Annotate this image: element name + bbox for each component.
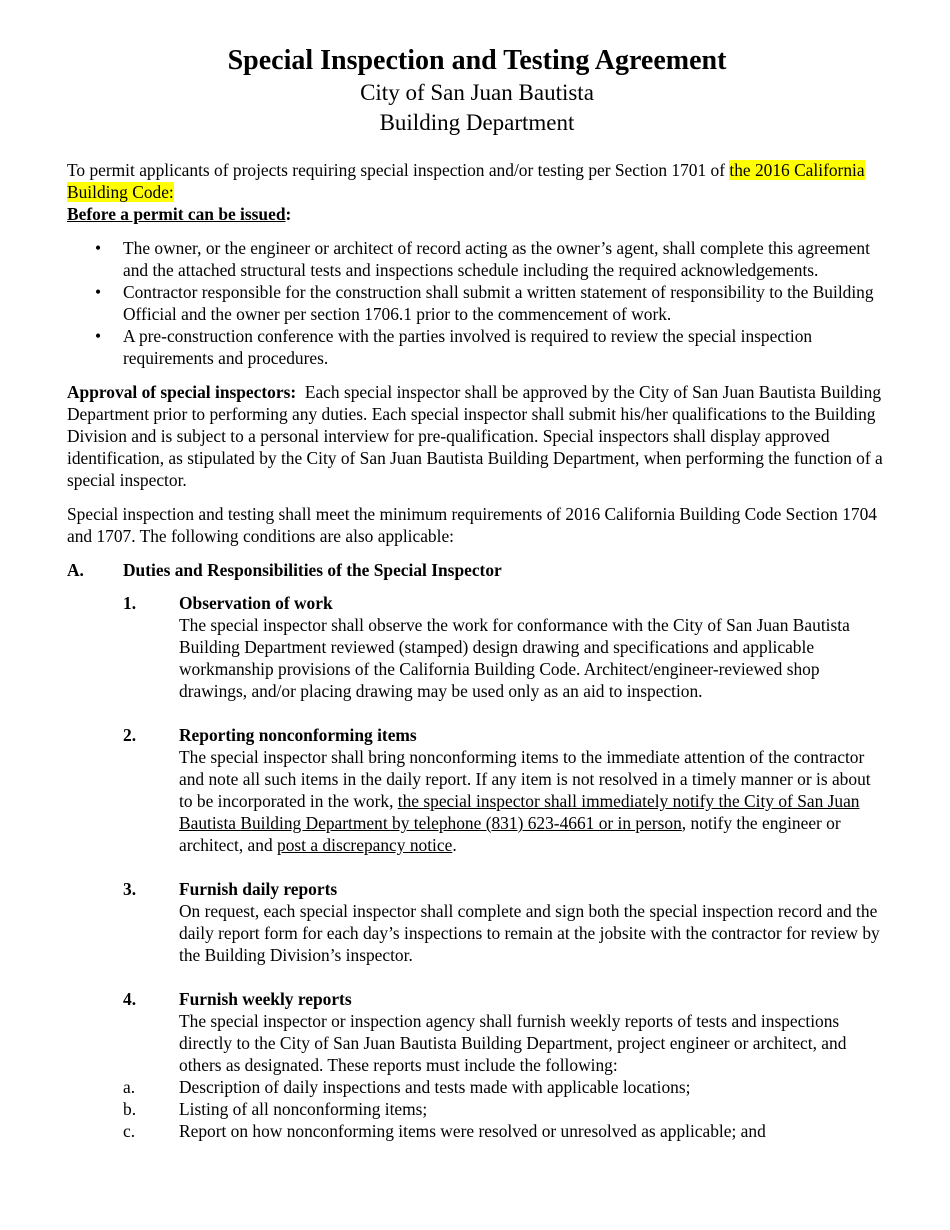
section-a-heading [67,559,887,581]
item-heading: Observation of work [179,593,333,613]
item-number: 2. [123,725,137,745]
item-text-part: , notify the engineer or architect, and [179,813,841,855]
bullet-text: Contractor responsible for the construction shall submit a written statement of responsibility to the Building Official and the owner per section 1706.1 prior to the commencement of work. [123,282,874,324]
bullet-text: A pre-construction conference with the parties involved is required to review the special inspection requirements and procedures. [123,326,813,368]
intro-highlighted-code: the 2016 California Building Code: [67,160,865,202]
bullet-text: The owner, or the engineer or architect of record acting as the owner’s agent, shall complete this agreement and the attached structural tests and inspections schedule including the required acknowledgements. [123,238,870,280]
duty-item-observation [67,592,887,702]
item-number: 1. [123,593,137,613]
before-permit-colon: : [285,204,292,224]
section-a-label: A. [67,560,84,580]
document-page [67,44,887,1142]
approval-heading: Approval of special inspectors: [67,382,297,402]
discrepancy-instruction: post a discrepancy notice [277,835,453,855]
item-heading: Furnish weekly reports [179,989,352,1009]
item-text: The special inspector or inspection agency shall furnish weekly reports of tests and inspections directly to the City of San Juan Bautista Building Department, project engineer or architect, and others as designated. These reports must include the following: [179,1011,847,1075]
bullet-icon: • [95,326,102,346]
list-item [123,1098,887,1120]
list-item [67,237,887,281]
sub-item-letter: b. [123,1099,137,1119]
approval-paragraph [67,381,887,491]
item-text-part: . [452,835,457,855]
section-a-title: Duties and Responsibilities of the Special Inspector [123,560,502,580]
sub-item-text: Report on how nonconforming items were resolved or unresolved as applicable; and [179,1121,766,1141]
approval-text: Each special inspector shall be approved by the City of San Juan Bautista Building Department prior to performing any duties. Each special inspector shall submit his/her qualifications to the Building Division and is subject to a personal interview for pre-qualification. Special inspectors shall display approved identification, as stipulated by the City of San Juan Bautista Building Department, when performing the function of a special inspector. [67,382,883,490]
sub-item-text: Description of daily inspections and tests made with applicable locations; [179,1077,691,1097]
weekly-report-requirements [123,1076,887,1142]
city-name: City of San Juan Bautista [360,80,594,105]
item-text: The special inspector shall observe the work for conformance with the City of San Juan Bautista Building Department reviewed (stamped) design drawing and specifications and applicable workmanship provisions of the California Building Code. Architect/engineer-reviewed shop drawings, and/or placing drawing may be used only as an aid to inspection. [179,615,850,701]
item-text [179,746,887,856]
item-heading: Furnish daily reports [179,879,338,899]
item-heading: Reporting nonconforming items [179,725,417,745]
intro-text: To permit applicants of projects requiring special inspection and/or testing per Section 1701 of [67,160,730,180]
intro-paragraph [67,159,887,203]
before-permit-heading [67,203,887,225]
duty-item-daily-reports [67,878,887,966]
list-item [67,325,887,369]
item-number: 3. [123,879,137,899]
bullet-icon: • [95,238,102,258]
department-name: Building Department [379,110,575,135]
before-permit-list [67,237,887,369]
requirements-paragraph: Special inspection and testing shall meet the minimum requirements of 2016 California Building Code Section 1704 and 1707. The following conditions are also applicable: [67,504,877,546]
duty-item-weekly-reports [67,988,887,1142]
before-permit-label: Before a permit can be issued [67,204,286,224]
list-item [67,281,887,325]
sub-item-letter: c. [123,1121,136,1141]
sub-item-letter: a. [123,1077,136,1097]
notify-instruction: the special inspector shall immediately notify the City of San Juan Bautista Building Department by telephone (831) 623-4661 or in person [179,791,860,833]
duty-item-reporting [67,724,887,856]
item-text-part: The special inspector shall bring nonconforming items to the immediate attention of the contractor and note all such items in the daily report. If any item is not resolved in a timely manner or is about to be incorporated in the work, [179,747,871,811]
item-text: On request, each special inspector shall complete and sign both the special inspection record and the daily report form for each day’s inspections to remain at the jobsite with the contractor for review by the Building Division’s inspector. [179,901,880,965]
list-item [123,1120,887,1142]
list-item [123,1076,887,1098]
bullet-icon: • [95,282,102,302]
item-number: 4. [123,989,137,1009]
sub-item-text: Listing of all nonconforming items; [179,1099,428,1119]
document-title: Special Inspection and Testing Agreement [227,45,727,76]
